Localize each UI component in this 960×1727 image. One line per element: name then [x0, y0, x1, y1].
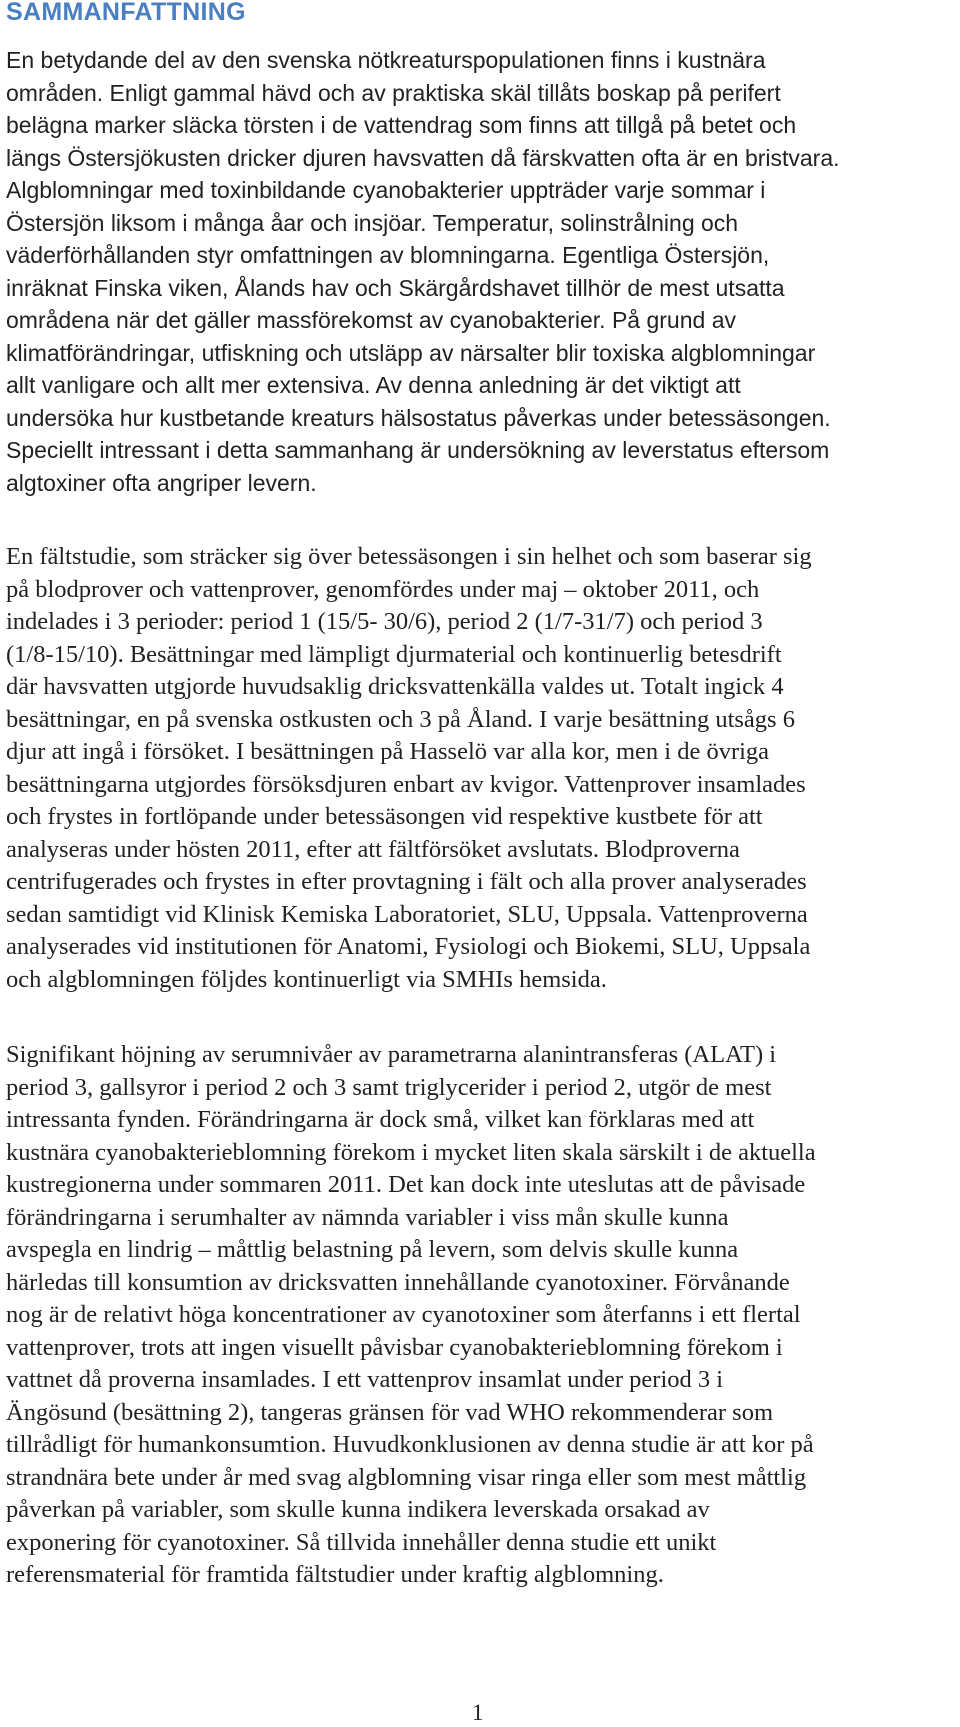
paragraph-line: analyserades vid institutionen för Anatomi, Fysiologi och Biokemi, SLU, Uppsala — [6, 933, 811, 960]
paragraph-line: undersöka hur kustbetande kreaturs hälsostatus påverkas under betessäsongen. — [6, 404, 831, 431]
paragraph-line: längs Östersjökusten dricker djuren havsvatten då färskvatten ofta är en bristvara. — [6, 144, 840, 171]
paragraph-line: härledas till konsumtion av dricksvatten innehållande cyanotoxiner. Förvånande — [6, 1268, 790, 1296]
paragraph-line: besättningarna utgjordes försöksdjuren enbart av kvigor. Vattenprover insamlades — [6, 770, 806, 798]
paragraph-line: intressanta fynden. Förändringarna är dock små, vilket kan förklaras med att — [6, 1106, 755, 1133]
paragraph-line: En betydande del av den svenska nötkreaturspopulationen finns i kustnära — [6, 47, 766, 73]
paragraph-line: strandnära bete under år med svag algblomning visar ringa eller som mest måttlig — [6, 1463, 807, 1491]
section-heading: SAMMANFATTNING — [6, 0, 246, 26]
paragraph-line: tillrådligt för humankonsumtion. Huvudkonklusionen av denna studie är att kor på — [6, 1431, 814, 1458]
paragraph-line: besättningar, en på svenska ostkusten och 3 på Åland. I varje besättning utsågs 6 — [6, 705, 795, 733]
paragraph-line: områden. Enligt gammal hävd och av praktiska skäl tillåts boskap på perifert — [6, 79, 781, 106]
page-number: 1 — [472, 1700, 484, 1725]
paragraph-line: vattenprover, trots att ingen visuellt påvisbar cyanobakterieblomning förekom i — [6, 1333, 783, 1361]
paragraph-line: En fältstudie, som sträcker sig över betessäsongen i sin helhet och som baserar sig — [6, 543, 812, 570]
paragraph-line: centrifugerades och frystes in efter provtagning i fält och alla prover analyserades — [6, 868, 807, 895]
paragraph-line: analyseras under hösten 2011, efter att fältförsöket avslutats. Blodproverna — [6, 835, 740, 863]
paragraph-line: kustnära cyanobakterieblomning förekom i mycket liten skala särskilt i de aktuella — [6, 1138, 816, 1166]
paragraph-2 — [6, 541, 960, 996]
paragraph-line: förändringarna i serumhalter av nämnda variabler i viss mån skulle kunna — [6, 1203, 729, 1231]
paragraph-line: avspegla en lindrig – måttlig belastning på levern, som delvis skulle kunna — [6, 1236, 739, 1263]
paragraph-line: vattnet då proverna insamlades. I ett vattenprov insamlat under period 3 i — [6, 1366, 724, 1393]
paragraph-line: kustregionerna under sommaren 2011. Det kan dock inte uteslutas att de påvisade — [6, 1171, 806, 1198]
paragraph-line: inräknat Finska viken, Ålands hav och Skärgårdshavet tillhör de mest utsatta — [6, 274, 785, 301]
paragraph-3 — [6, 1039, 960, 1592]
paragraph-line: djur att ingå i försöket. I besättningen på Hasselö var alla kor, men i de övriga — [6, 738, 770, 765]
paragraph-line: där havsvatten utgjorde huvudsaklig dricksvattenkälla valdes ut. Totalt ingick 4 — [6, 673, 784, 700]
paragraph-line: sedan samtidigt vid Klinisk Kemiska Laboratoriet, SLU, Uppsala. Vattenproverna — [6, 900, 808, 928]
paragraph-line: påverkan på variabler, som skulle kunna indikera leverskada orsakad av — [6, 1496, 710, 1523]
paragraph-line: exponering för cyanotoxiner. Så tillvida innehåller denna studie ett unikt — [6, 1528, 717, 1556]
paragraph-line: Algblomningar med toxinbildande cyanobakterier uppträder varje sommar i — [6, 177, 766, 203]
paragraph-1 — [6, 44, 960, 499]
paragraph-line: Ängösund (besättning 2), tangeras gränsen för vad WHO rekommenderar som — [6, 1398, 774, 1426]
paragraph-line: period 3, gallsyror i period 2 och 3 samt triglycerider i period 2, utgör de mest — [6, 1073, 772, 1101]
paragraph-line: nog är de relativt höga koncentrationer av cyanotoxiner som återfanns i ett flertal — [6, 1301, 801, 1328]
paragraph-line: områdena när det gäller massförekomst av cyanobakterier. På grund av — [6, 307, 736, 333]
paragraph-line: Östersjön liksom i många åar och insjöar. Temperatur, solinstrålning och — [6, 209, 739, 236]
paragraph-line: belägna marker släcka törsten i de vattendrag som finns att tillgå på betet och — [6, 112, 797, 138]
paragraph-line: Speciellt intressant i detta sammanhang är undersökning av leverstatus eftersom — [6, 437, 830, 463]
paragraph-line: referensmaterial för framtida fältstudier under kraftig algblomning. — [6, 1561, 664, 1588]
paragraph-line: och algblomningen följdes kontinuerligt via SMHIs hemsida. — [6, 965, 607, 993]
paragraph-line: allt vanligare och allt mer extensiva. Av denna anledning är det viktigt att — [6, 372, 741, 398]
paragraph-line: (1/8-15/10). Besättningar med lämpligt djurmaterial och kontinuerlig betesdrift — [6, 640, 782, 668]
paragraph-line: algtoxiner ofta angriper levern. — [6, 469, 317, 496]
paragraph-line: indelades i 3 perioder: period 1 (15/5- 30/6), period 2 (1/7-31/7) och period 3 — [6, 608, 763, 635]
paragraph-line: väderförhållanden styr omfattningen av blomningarna. Egentliga Östersjön, — [6, 242, 770, 268]
paragraph-line: på blodprover och vattenprover, genomfördes under maj – oktober 2011, och — [6, 575, 760, 603]
paragraph-line: Signifikant höjning av serumnivåer av parametrarna alanintransferas (ALAT) i — [6, 1041, 777, 1068]
paragraph-line: och frystes in fortlöpande under betessäsongen vid respektive kustbete för att — [6, 803, 763, 830]
paragraph-line: klimatförändringar, utfiskning och utsläpp av närsalter blir toxiska algblomningar — [6, 339, 816, 366]
